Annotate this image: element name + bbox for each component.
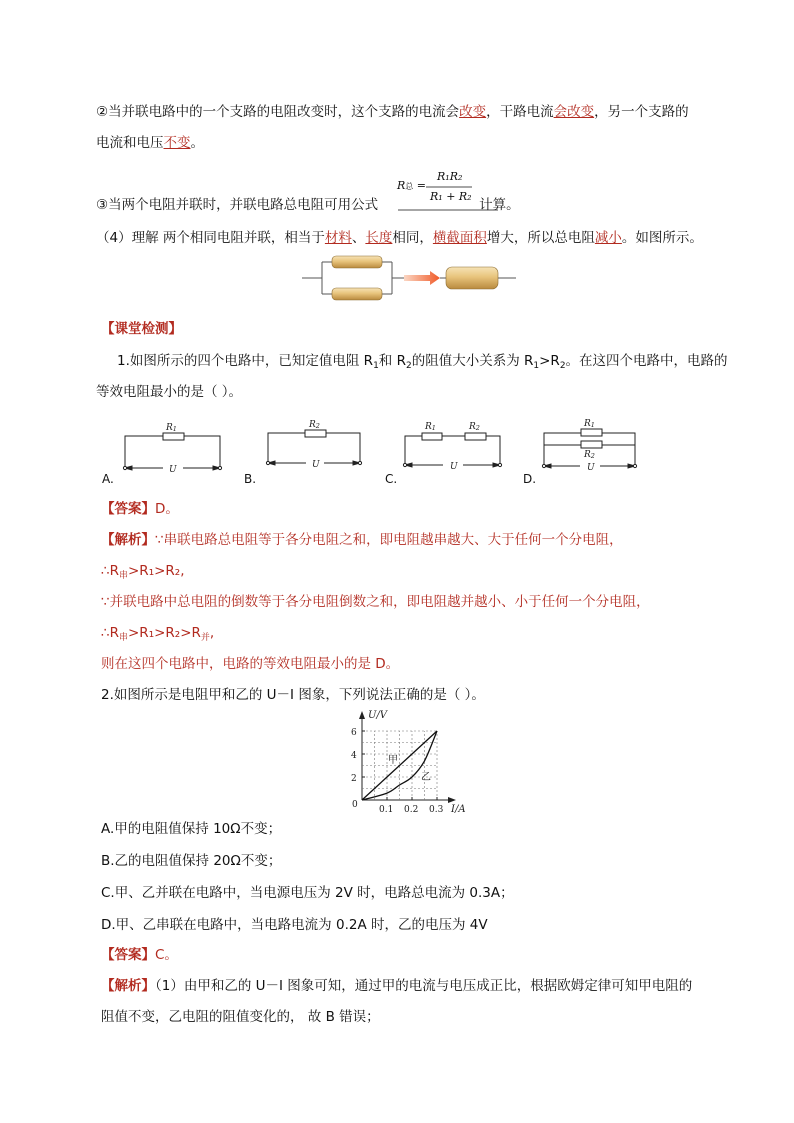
x-tick-02: 0.2 (404, 805, 419, 815)
x-tick-03: 0.3 (429, 805, 444, 815)
q1-explanation-5: 则在这四个电路中，电路的等效电阻最小的是 D。 (101, 656, 400, 672)
q2-explanation-2: 阻值不变，乙电阻的阻值变化的， 故 B 错误； (101, 1009, 380, 1025)
series-label-yi: 乙 (421, 772, 431, 783)
option-a-label: A. (102, 472, 114, 486)
q1-answer: 【答案】D。 (101, 501, 179, 517)
label-d-u: U (587, 463, 595, 473)
q2-option-b: B.乙的电阻值保持 20Ω不变； (101, 853, 282, 869)
y-axis-label: U/V (368, 710, 388, 721)
x-axis-label: I/A (451, 804, 466, 815)
label-a-r1: R1 (166, 423, 177, 433)
label-c-u: U (450, 462, 458, 472)
paragraph-parallel-branch: ②当并联电路中的一个支路的电阻改变时，这个支路的电流会改变，干路电流会改变，另一个支路的 (96, 104, 689, 120)
option-d-label: D. (523, 472, 537, 486)
label-b-u: U (312, 460, 320, 470)
y-tick-4: 4 (351, 751, 357, 761)
label-d-r2: R2 (584, 450, 595, 460)
q2-option-d: D.甲、乙串联在电路中，当电路电流为 0.2A 时，乙的电压为 4V (101, 917, 488, 933)
series-line-jia (362, 731, 437, 800)
ui-graph-series (362, 731, 437, 800)
q1-explanation-2: $\therefore R_串>R_1>R_2$, (101, 563, 185, 581)
q1-explanation-3: ∵并联电路中总电阻的倒数等于各分电阻倒数之和，即电阻越并越小、小于任何一个分电阻， (101, 594, 650, 610)
x-tick-01: 0.1 (379, 805, 394, 815)
section-heading-class-check: 【课堂检测】 (101, 321, 182, 337)
option-c-label: C. (385, 472, 398, 486)
q2-stem: 2.如图所示是电阻甲和乙的 U－I 图象，下列说法正确的是（ ）。 (101, 687, 485, 703)
q1-stem-line1: 1.如图所示的四个电路中，已知定值电阻 $R_1$和 $R_2$的阻值大小关系为 $R_1>R_2$。在这四个电路中，电路的 (117, 353, 728, 371)
series-label-jia: 甲 (388, 755, 398, 766)
q2-answer: 【答案】C。 (101, 947, 178, 963)
label-d-r1: R1 (584, 419, 595, 429)
label-a-u: U (169, 465, 177, 475)
y-tick-2: 2 (351, 774, 357, 784)
option-b-label: B. (244, 472, 257, 486)
origin-tick: 0 (352, 800, 358, 810)
q1-stem-line2: 等效电阻最小的是（ ）。 (96, 384, 243, 400)
label-c-r1: R1 (425, 422, 436, 432)
paragraph-same-resistors-parallel: （4）理解 两个相同电阻并联，相当于材料、长度相同，横截面积增大，所以总电阻减小。如图所示。 (96, 230, 703, 246)
label-c-r2: R2 (469, 422, 480, 432)
q2-option-c: C.甲、乙并联在电路中，当电源电压为 2V 时，电路总电流为 0.3A； (101, 885, 514, 901)
q2-option-a: A.甲的电阻值保持 10Ω不变； (101, 821, 282, 837)
q2-explanation-1: 【解析】（1）由甲和乙的 U－I 图象可知，通过甲的电流与电压成正比，根据欧姆定律可知甲电阻的 (101, 978, 693, 994)
y-tick-6: 6 (351, 728, 357, 738)
q1-explanation-4: $\therefore R_串>R_1>R_2>R_并$, (101, 625, 215, 643)
paragraph-total-resistance-formula: ③当两个电阻并联时，并联电路总电阻可用公式 计算。 (96, 197, 520, 213)
q1-explanation-1: 【解析】∵串联电路总电阻等于各分电阻之和，即电阻越串越大、大于任何一个分电阻， (101, 532, 623, 548)
label-b-r2: R2 (309, 420, 320, 430)
paragraph-parallel-branch-cont: 电流和电压不变。 (96, 135, 204, 151)
